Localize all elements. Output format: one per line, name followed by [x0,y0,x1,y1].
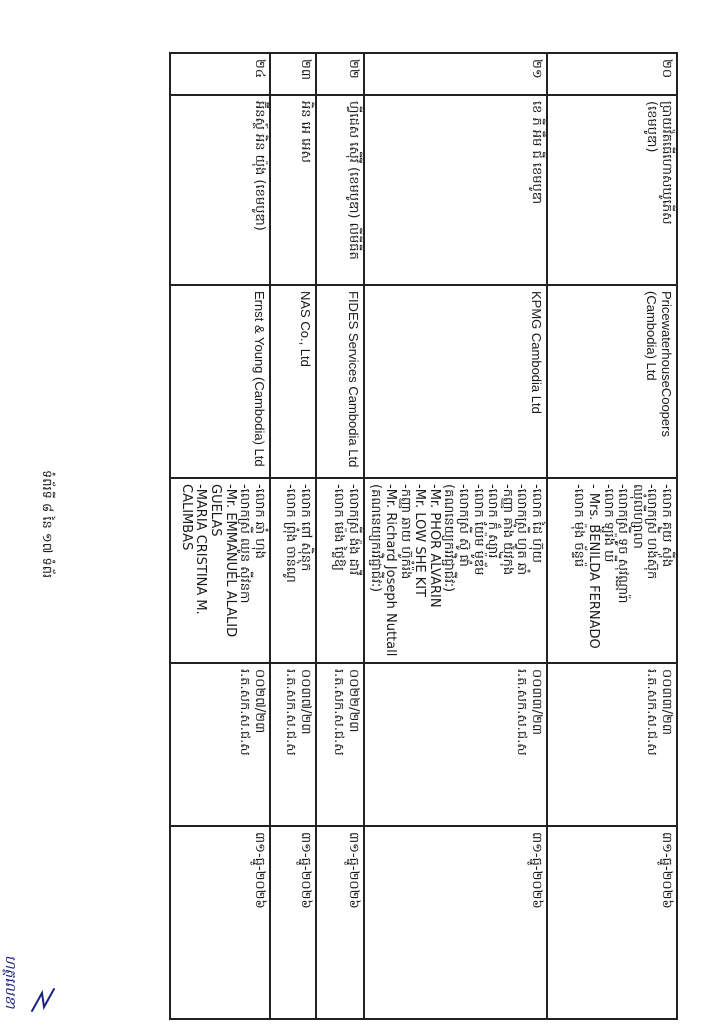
expiry-date: ៣១-ធ្នូ-២០២៦ [170,826,270,1019]
person-line: -Mr. PHOR ALVARIN [426,484,442,608]
table-row [316,53,364,1019]
expiry-date: ៣១-ធ្នូ-២០២៦ [316,826,364,1019]
row-number: ២០ [547,53,677,95]
signature-mark-icon [28,985,58,1015]
person-line: (គណនេយ្យករវិជ្ជាជីវៈ) [368,484,384,593]
table-row [170,53,270,1019]
person-line: -លោកស្រី ឈូន ស៊ីវនកា [237,484,253,604]
person-line: -លោកស្រី ហ្វូត ឆាំ [514,484,530,576]
license-number: ០០២៧/២៣ រ.ត.សក.ស.ជ.ស [170,663,270,826]
company-name-khmer: អ៊ីនស្ថ៍ អិន យ៉ុង (ខេមបូឌា) [170,95,270,285]
personnel-list [364,478,547,663]
row-number: ២៤ [170,53,270,95]
person-line: -លោក ម៉ុង ច័ន្ទរ៉េ [571,484,587,568]
company-name-khmer: ខេ ភី អឹម ជី ខេមបូឌា [364,95,547,285]
person-line: -លោក ម៉េង ថ្លៃឱ្យ [331,484,347,571]
person-line: -លោក ដៃ ហ៊ុយ [529,484,544,563]
person-line: GUELAS [208,484,224,537]
person-line: -លោក ព្រុំង ចាន់ណូ [283,484,299,583]
personnel-list [547,478,677,663]
company-name-english: KPMG Cambodia Ltd [364,285,547,478]
person-line: -លោក គុយ ស៊ីង [659,484,674,568]
person-line: -លោក ឡូរ៉ង់ ឃី [600,484,616,563]
person-line: ឈុំលីហ្សាលា [629,484,645,549]
row-number: ២២ [316,53,364,95]
license-number: ០០៣៣/២៣ រ.ត.សក.ស.ជ.ស [364,663,547,826]
person-line: -Mr. EMMANUEL ALALID [222,484,238,638]
person-line: -លោក ពៅ ស៊ិនុក [297,484,313,572]
person-line: CALIMBAS [178,484,194,551]
license-number: ០០៣៧/២៣ រ.ត.សក.ស.ជ.ស [270,663,316,826]
personnel-list [316,478,364,663]
person-line: -កញ្ញា ឆាយ ហ៊ូកំរ៉ង [397,484,413,580]
expiry-date: ៣១-ធ្នូ-២០២៦ [364,826,547,1019]
expiry-date: ៣១-ធ្នូ-២០២៦ [270,826,316,1019]
person-line: -លោកស្រី ហង់ស៊ុក [644,484,660,580]
company-name-english: FIDES Services Cambodia Ltd [316,285,364,478]
row-number: ២៣ [270,53,316,95]
company-name-english: Ernst & Young (Cambodia) Ltd [170,285,270,478]
person-line: -កញ្ញា គាំង យុវកុង [499,484,515,576]
person-line: -លោក ក៏ ស្សារី [485,484,501,559]
license-number: ០០២២/២៣ រ.ត.សក.ស.ជ.ស [316,663,364,826]
row-number: ២១ [364,53,547,95]
table-row [364,53,547,1019]
signature: ហត្ថលេខា [2,955,18,1009]
company-name-khmer: អិន អេ អេស [270,95,316,285]
page-footer: ទំព័រទី ៨ នៃ ១៧ ទំព័រ [39,470,54,579]
table-row [547,53,677,1019]
expiry-date: ៣១-ធ្នូ-២០២៦ [547,826,677,1019]
person-line: -លោកស្រី ស៊ូ ផាំ [456,484,472,567]
person-line: -លោកស្រី ទូច សុវណ្ណារ៉ា [615,484,631,604]
company-name-english: PricewaterhouseCoopers (Cambodia) Ltd [547,285,677,478]
rotated-table-area [8,52,678,1018]
company-name-english: NAS Co., Ltd [270,285,316,478]
person-line: -លោក យ៉ែម ម៉ូឌ័ម [470,484,486,576]
license-number: ០០៣៣/២៣ រ.ត.សក.ស.ជ.ស [547,663,677,826]
registry-table [169,52,678,1020]
personnel-list [170,478,270,663]
personnel-list [270,478,316,663]
table-row [270,53,316,1019]
person-line: -លោកស្រី ង៉ង ដាវី [345,484,361,576]
person-line: -MARIA CRISTINA M. [193,484,209,615]
person-line: -លោក ឆាំ ហុង [251,484,267,559]
company-name-khmer: ហ្វីដេស ស៊ើវី (ខេមបូឌា) លីមីធីត [316,95,364,285]
person-line: -Mr. Richard Joseph Nuttall [383,484,399,657]
person-line: (គណនេយ្យករវិជ្ជាជីវៈ) [441,484,457,593]
person-line: -Mr. LOW SHE KIT [412,484,428,597]
company-name-khmer: ប្រាយវ៉តធើហោសឃូភើស (ខេមបូឌា) [547,95,677,285]
person-line: - Mrs. BENILDA FERNADO [586,484,602,649]
